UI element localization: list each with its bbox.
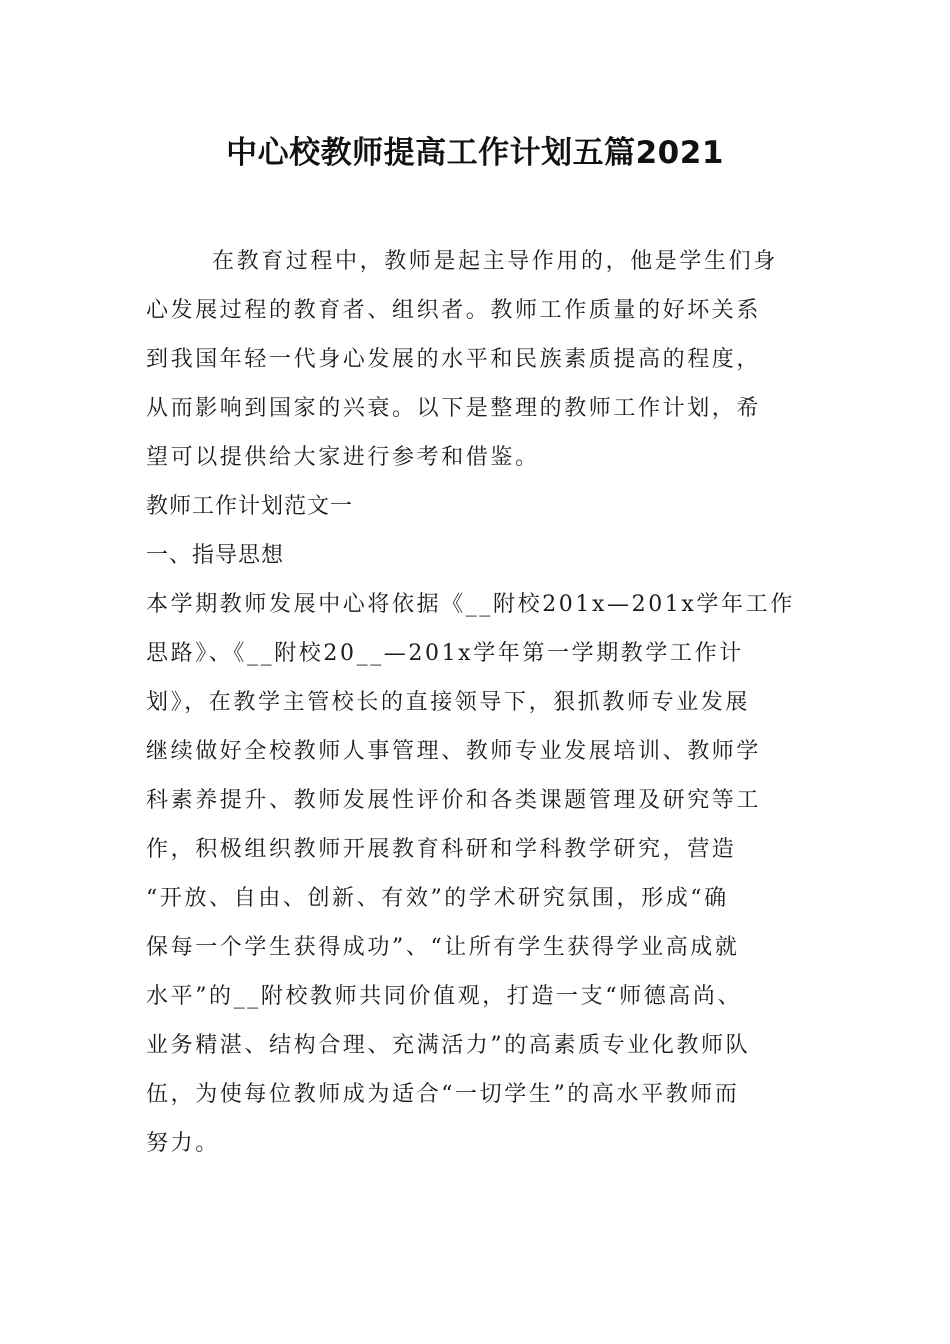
body-paragraph <box>146 580 806 1168</box>
body-line: 继续做好全校教师人事管理、教师专业发展培训、教师学 <box>146 739 762 764</box>
intro-line: 心发展过程的教育者、组织者。教师工作质量的好坏关系 <box>146 298 762 323</box>
body-line: 科素养提升、教师发展性评价和各类课题管理及研究等工 <box>146 788 762 813</box>
body-line: 本学期教师发展中心将依据《__附校201x—201x学年工作 <box>146 592 795 617</box>
intro-line: 在教育过程中，教师是起主导作用的，他是学生们身 <box>212 249 778 274</box>
body-line: “开放、自由、创新、有效”的学术研究氛围，形成“确 <box>146 886 729 911</box>
body-line: 业务精湛、结构合理、充满活力”的高素质专业化教师队 <box>146 1033 751 1058</box>
document-body <box>146 237 806 1168</box>
intro-paragraph <box>146 237 806 482</box>
section-title: 教师工作计划范文一 <box>146 494 354 519</box>
intro-line: 从而影响到国家的兴衰。以下是整理的教师工作计划，希 <box>146 396 762 421</box>
body-line: 努力。 <box>146 1131 220 1156</box>
document-title: 中心校教师提高工作计划五篇2021 <box>226 135 724 171</box>
body-line: 划》，在教学主管校长的直接领导下，狠抓教师专业发展 <box>146 690 751 715</box>
body-line: 保每一个学生获得成功”、“让所有学生获得学业高成就 <box>146 935 740 960</box>
intro-line: 到我国年轻一代身心发展的水平和民族素质提高的程度， <box>146 347 762 372</box>
body-line: 水平”的__附校教师共同价值观，打造一支“师德高尚、 <box>146 984 743 1009</box>
intro-line: 望可以提供给大家进行参考和借鉴。 <box>146 445 540 470</box>
subsection-title: 一、指导思想 <box>146 543 285 568</box>
body-line: 作，积极组织教师开展教育科研和学科教学研究，营造 <box>146 837 737 862</box>
body-line: 思路》、《__附校20__—201x学年第一学期教学工作计 <box>146 641 744 666</box>
body-line: 伍，为使每位教师成为适合“一切学生”的高水平教师而 <box>146 1082 740 1107</box>
